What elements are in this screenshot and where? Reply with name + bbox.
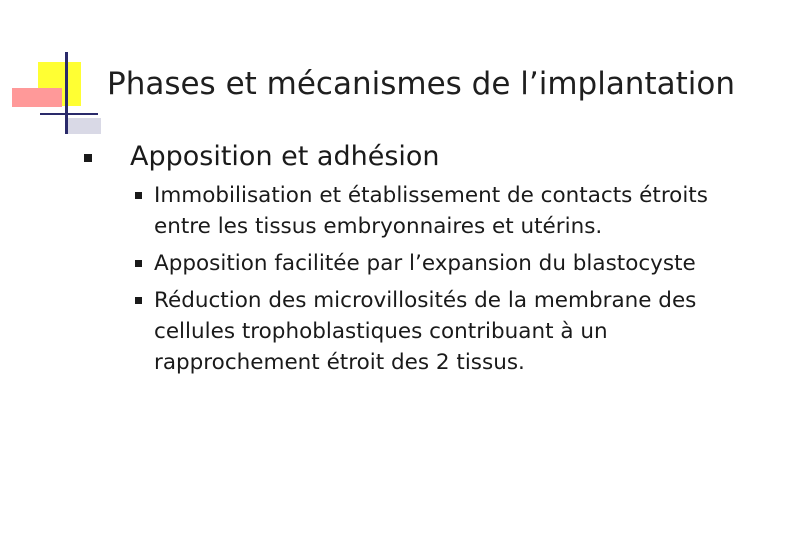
list-item: [135, 248, 735, 279]
list-item-text: Apposition facilitée par l’expansion du blastocyste: [154, 251, 696, 276]
main-bullet-label: Apposition et adhésion: [130, 141, 440, 172]
list-item-text: Immobilisation et établissement de contacts étroits entre les tissus embryonnaires et utérins.: [154, 183, 708, 239]
decorative-horizontal-line: [40, 113, 98, 115]
decorative-vertical-line: [65, 52, 68, 134]
square-bullet-icon: [135, 192, 142, 199]
square-bullet-icon: [135, 297, 142, 304]
sub-bullet-list: [135, 180, 735, 384]
square-bullet-icon: [135, 260, 142, 267]
list-item-text: Réduction des microvillosités de la membrane des cellules trophoblastiques contribuant à un rapprochement étroit des 2 tissus.: [154, 288, 697, 375]
decorative-gray-block: [68, 118, 101, 134]
decorative-pink-bar: [12, 88, 62, 107]
square-bullet-icon: [84, 154, 92, 162]
slide-title: Phases et mécanismes de l’implantation: [107, 66, 735, 102]
list-item: [135, 180, 735, 242]
list-item: [135, 285, 735, 378]
